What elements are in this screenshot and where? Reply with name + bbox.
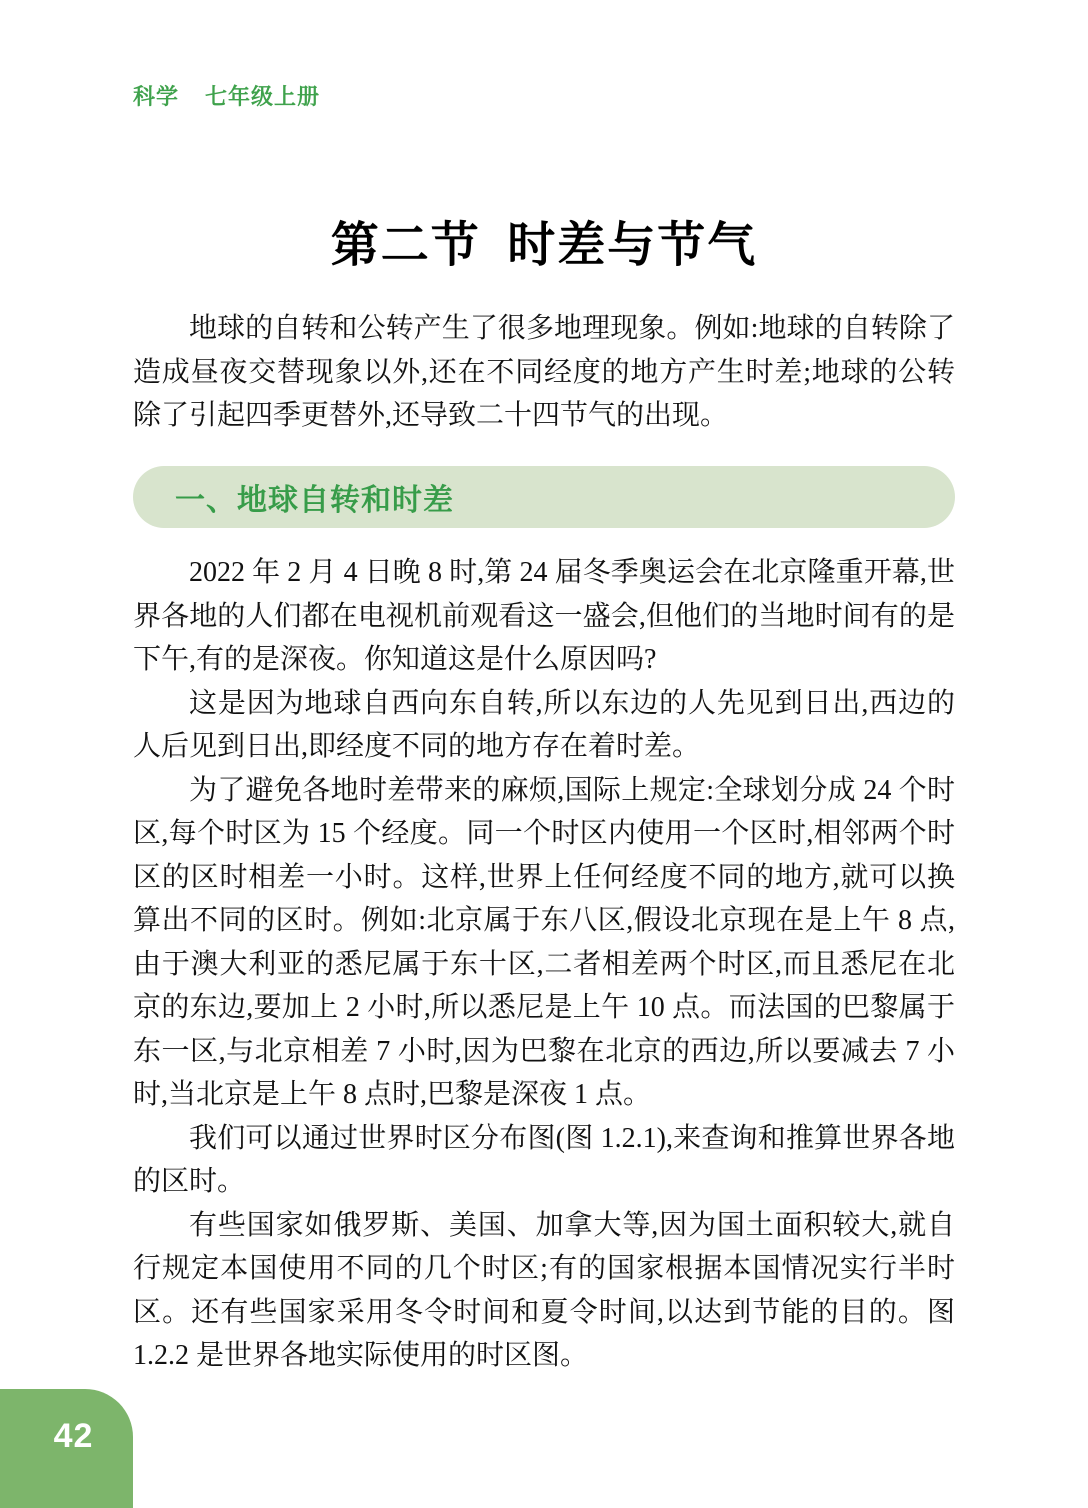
body-paragraph: 这是因为地球自西向东自转,所以东边的人先见到日出,西边的人后见到日出,即经度不同的地方存在着时差。 <box>133 687 955 762</box>
section-heading-banner <box>133 466 955 528</box>
running-head <box>133 80 320 111</box>
running-head-volume: 七年级上册 <box>205 84 321 109</box>
body-paragraph: 有些国家如俄罗斯、美国、加拿大等,因为国土面积较大,就自行规定本国使用不同的几个时区;有的国家根据本国情况实行半时区。还有些国家采用冬令时间和夏令时间,以达到节能的目的。图 1.2.2 是世界各地实际使用的时区图。 <box>133 1209 955 1371</box>
body-paragraph: 我们可以通过世界时区分布图(图 1.2.1),来查询和推算世界各地的区时。 <box>133 1122 955 1197</box>
section-name: 时差与节气 <box>507 219 758 273</box>
page-number: 42 <box>53 1417 94 1455</box>
body-paragraph: 为了避免各地时差带来的麻烦,国际上规定:全球划分成 24 个时区,每个时区为 15 个经度。同一个时区内使用一个区时,相邻两个时区的区时相差一小时。这样,世界上任何经度不同的地方,就可以换算出不同的区时。例如:北京属于东八区,假设北京现在是上午 8 点,由于澳大利亚的悉尼属于东十区,二者相差两个时区,而且悉尼在北京的东边,要加上 2 小时,所以悉尼是上午 10 点。而法国的巴黎属于东一区,与北京相差 7 小时,因为巴黎在北京的西边,所以要减去 7 小时,当北京是上午 8 点时,巴黎是深夜 1 点。 <box>133 774 955 1110</box>
section-heading-text: 一、地球自转和时差 <box>175 484 454 517</box>
running-head-subject: 科学 <box>133 84 180 109</box>
intro-paragraph: 地球的自转和公转产生了很多地理现象。例如:地球的自转除了造成昼夜交替现象以外,还在不同经度的地方产生时差;地球的公转除了引起四季更替外,还导致二十四节气的出现。 <box>133 313 955 431</box>
page-title <box>133 220 955 273</box>
section-label: 第二节 <box>330 219 481 273</box>
body-paragraph: 2022 年 2 月 4 日晚 8 时,第 24 届冬季奥运会在北京隆重开幕,世界各地的人们都在电视机前观看这一盛会,但他们的当地时间有的是下午,有的是深夜。你知道这是什么原因吗? <box>133 557 955 675</box>
intro-block <box>133 307 955 438</box>
page-number-badge <box>0 1389 133 1508</box>
body-text-block <box>133 551 955 1378</box>
